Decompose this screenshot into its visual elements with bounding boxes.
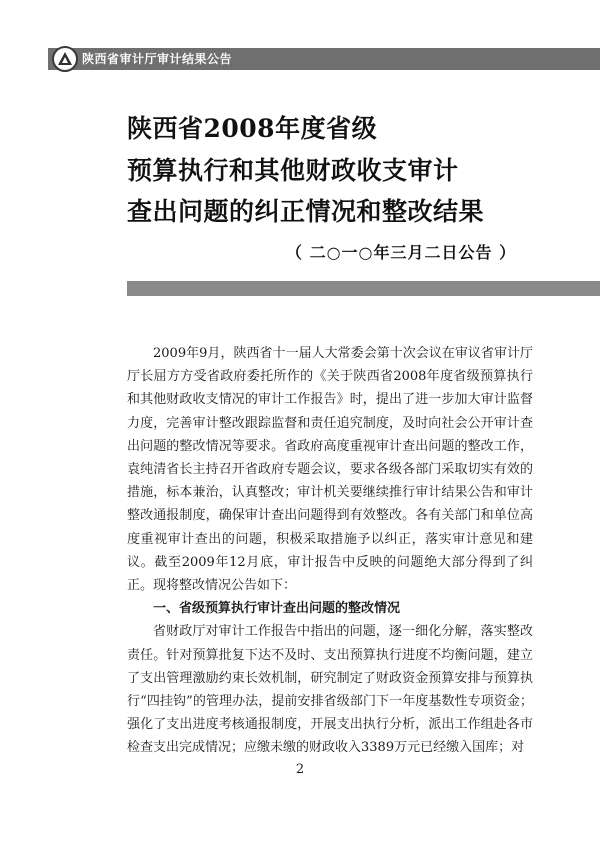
title-divider-bar [127,281,600,296]
document-body [127,342,533,760]
section-heading-1: 一、省级预算执行审计查出问题的整改情况 [153,601,401,617]
title-line-3: 查出问题的纠正情况和整改结果 [127,197,485,226]
title-line-2: 预算执行和其他财政收支审计 [127,156,459,185]
title-line-1: 陕西省2008年度省级 [127,114,378,143]
page-number: 2 [295,762,305,777]
announcement-date: （ 二○一○年三月二日公告 ） [286,243,517,262]
audit-emblem-icon [52,46,78,72]
body-paragraph-2: 省财政厅对审计工作报告中指出的问题，逐一细化分解，落实整改责任。针对预算批复下达不及时、支出预算执行进度不均衡问题，建立了支出管理激励约束长效机制，研究制定了财政资金预算安排与预算执行“四挂钩”的管理办法，提前安排省级部门下一年度基数性专项资金；强化了支出进度考核通报制度，开展支出执行分析，派出工作组赴各市检查支出完成情况；应缴未缴的财政收入3389万元已经缴入国库；对 [127,624,533,756]
body-paragraph-1: 2009年9月，陕西省十一届人大常委会第十次会议在审议省审计厅厅长屈方方受省政府委托所作的《关于陕西省2008年度省级预算执行和其他财政收支情况的审计工作报告》时，提出了进一步加大审计监督力度，完善审计整改跟踪监督和责任追究制度，及时向社会公开审计查出问题的整改情况等要求。省政府高度重视审计查出问题的整改工作，袁纯清省长主持召开省政府专题会议，要求各级各部门采取切实有效的措施，标本兼治，认真整改；审计机关要继续推行审计结果公告和审计整改通报制度，确保审计查出问题得到有效整改。各有关部门和单位高度重视审计查出的问题，积极采取措施予以纠正，落实审计意见和建议。截至2009年12月底，审计报告中反映的问题绝大部分得到了纠正。现将整改情况公告如下： [127,346,533,594]
header-label: 陕西省审计厅审计结果公告 [82,52,233,66]
